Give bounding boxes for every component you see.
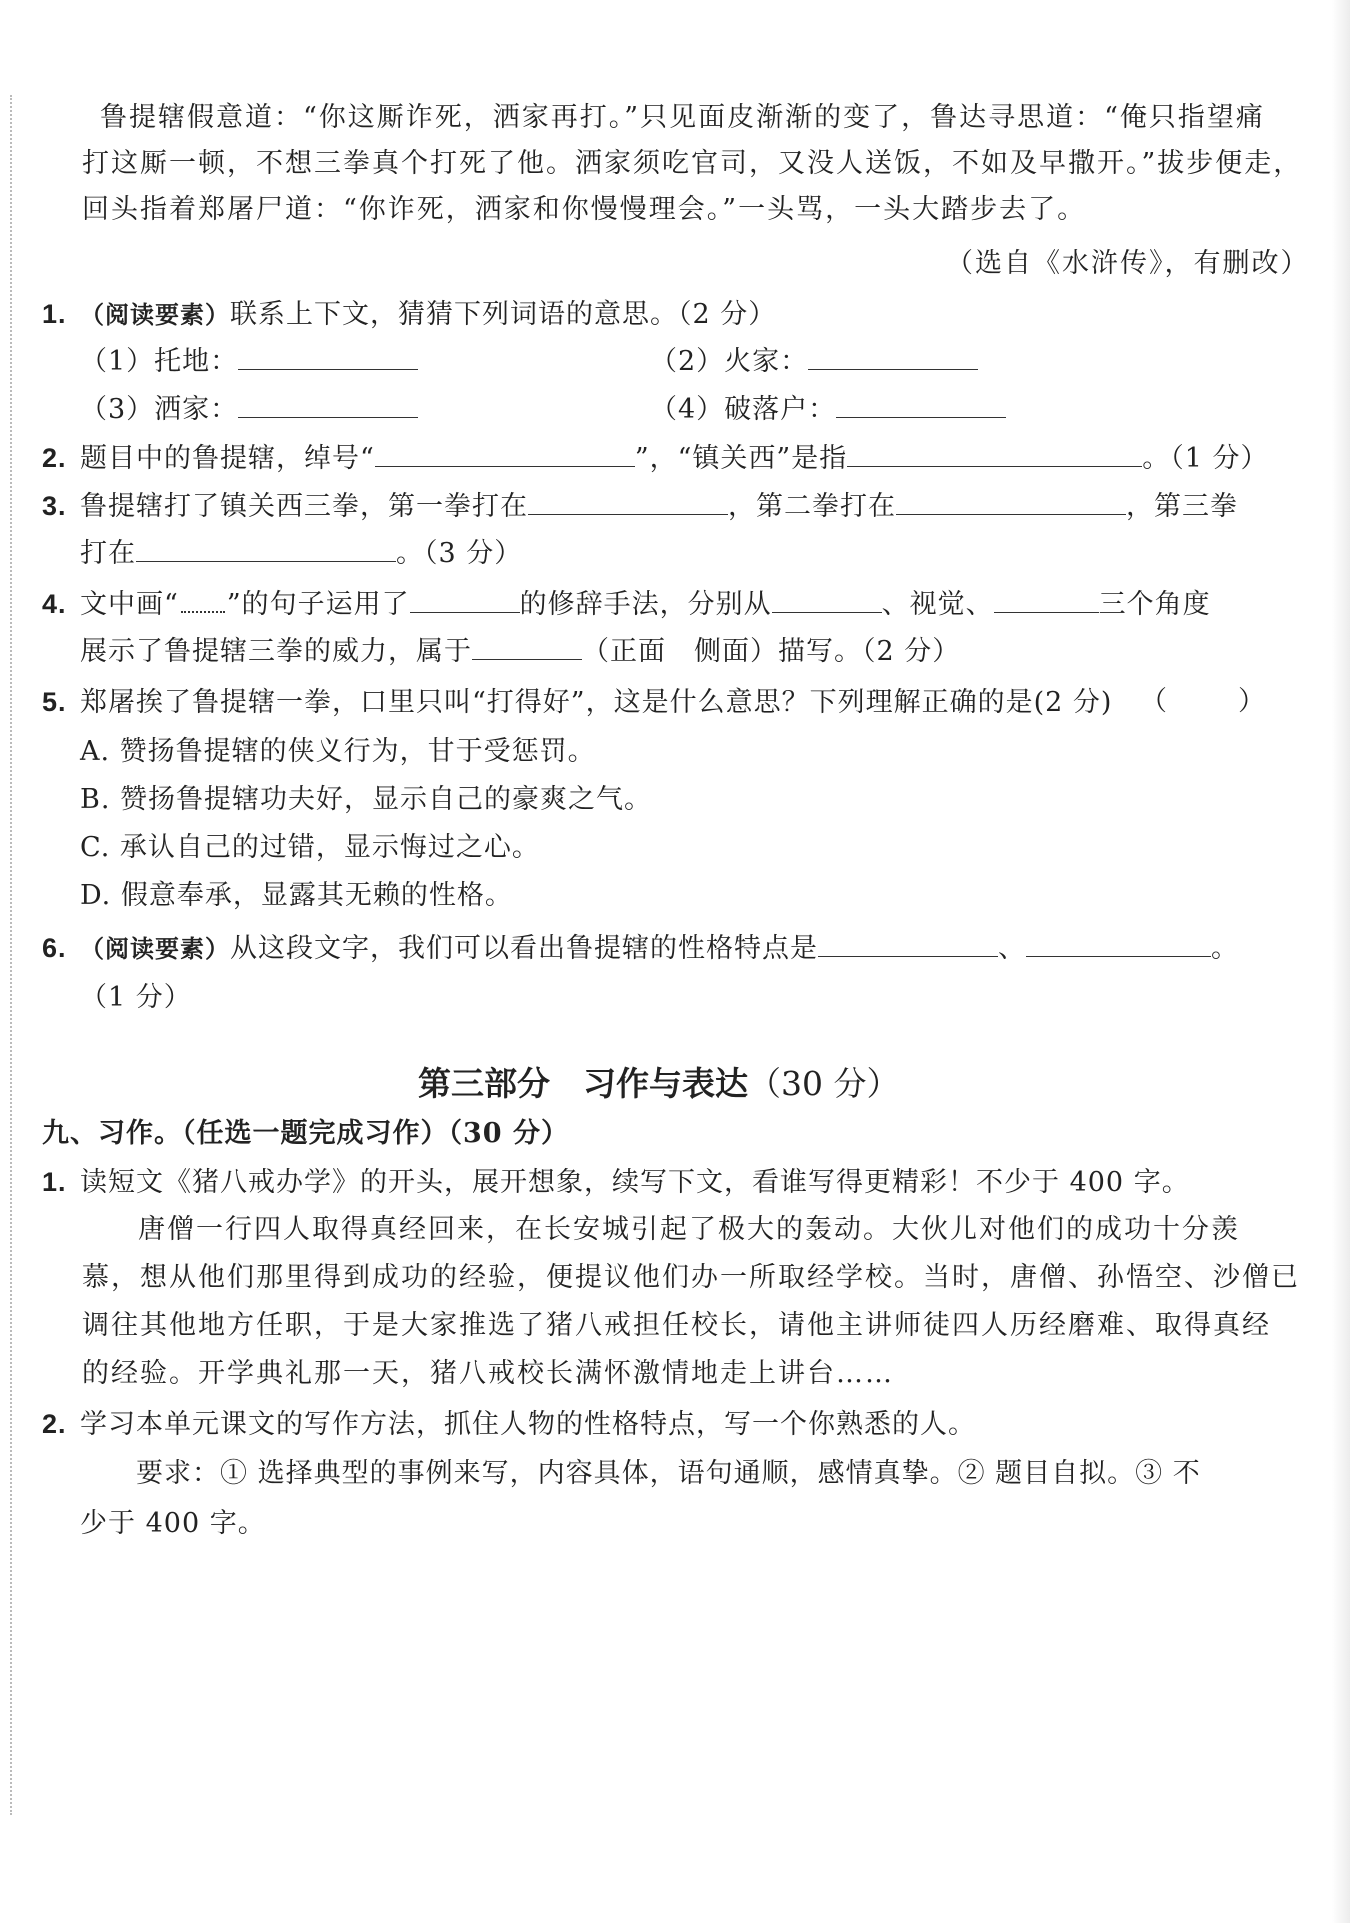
bracket-close: ） [1238,686,1266,717]
wavy-underline-mark [181,587,225,613]
binding-dotted-line [10,95,12,1815]
question-text: 。（3 分） [396,538,523,569]
bracket-open: （ [1140,686,1168,717]
answer-blank[interactable] [238,391,418,418]
question-text: ，第二拳打在 [728,491,896,522]
story-line-3: 调往其他地方任职，于是大家推选了猪八戒担任校长，请他主讲师徒四人历经磨难、取得真经 [82,1310,1271,1341]
question-tag: （阅读要素） [80,934,230,963]
requirements-line-1: 要求：① 选择典型的事例来写，内容具体，语句通顺，感情真挚。② 题目自拟。③ 不 [136,1458,1201,1489]
answer-blank[interactable] [136,535,396,562]
question-text: 学习本单元课文的写作方法，抓住人物的性格特点，写一个你熟悉的人。 [80,1409,976,1440]
question-text: 、视觉、 [881,589,994,620]
question-text: ”的句子运用了 [226,589,410,620]
requirements-line-2: 少于 400 字。 [80,1508,266,1539]
question-text: ”，“镇关西”是指 [634,443,848,474]
question-number: 2. [42,443,67,473]
q1-item-label: （4）破落户： [650,394,837,425]
answer-blank[interactable] [808,343,978,370]
question-3 [42,486,1238,527]
q1-item-label: （3）洒家： [80,394,239,425]
question-text: 。 [1211,933,1239,964]
answer-blank[interactable] [896,488,1126,515]
story-line-4: 的经验。开学典礼那一天，猪八戒校长满怀激情地走上讲台…… [82,1358,894,1389]
question-5 [42,682,1112,723]
question-number: 4. [42,589,67,619]
q5-option-a: A. 赞扬鲁提辖的侠义行为，甘于受惩罚。 [80,736,596,767]
question-tag: （阅读要素） [80,300,230,329]
question-text: 、 [998,933,1026,964]
question-6-score: （1 分） [80,982,192,1013]
section-heading: 九、习作。（任选一题完成习作）（30 分） [42,1118,569,1149]
q1-item-4 [650,390,1006,430]
question-text: 的修辞手法，分别从 [519,589,772,620]
page-edge-shadow [1332,0,1350,1923]
part-title-score: （30 分） [748,1064,900,1103]
answer-blank[interactable] [772,586,882,613]
question-1 [42,294,776,335]
answer-blank[interactable] [528,488,728,515]
part-3-title [418,1058,899,1105]
question-number: 6. [42,933,67,963]
question-number: 5. [42,687,67,717]
question-text: 联系上下文，猜猜下列词语的意思。（2 分） [230,299,777,330]
question-text: 。（1 分） [1142,443,1269,474]
answer-blank[interactable] [238,343,418,370]
q5-option-b: B. 赞扬鲁提辖功夫好，显示自己的豪爽之气。 [80,784,653,815]
story-line-1: 唐僧一行四人取得真经回来，在长安城引起了极大的轰动。大伙儿对他们的成功十分羡 [138,1214,1240,1245]
question-text: ，第三拳 [1126,491,1238,522]
q1-item-label: （1）托地： [80,346,239,377]
answer-blank[interactable] [818,930,998,957]
question-2 [42,438,1269,479]
question-text: 鲁提辖打了镇关西三拳，第一拳打在 [80,491,528,522]
passage-source: （选自《水浒传》，有删改） [946,248,1310,279]
q5-option-c: C. 承认自己的过错，显示悔过之心。 [80,832,540,863]
question-text: 题目中的鲁提辖，绰号“ [80,443,375,474]
answer-blank[interactable] [1026,930,1211,957]
answer-blank[interactable] [410,586,520,613]
question-text: 读短文《猪八戒办学》的开头，展开想象，续写下文，看谁写得更精彩！不少于 400 字。 [80,1167,1190,1198]
question-number: 1. [42,1167,67,1197]
question-number: 2. [42,1409,67,1439]
question-text: 三个角度 [1098,589,1211,620]
writing-prompt-1 [42,1162,1190,1203]
question-text: 展示了鲁提辖三拳的威力，属于 [80,636,472,667]
story-line-2: 慕，想从他们那里得到成功的经验，便提议他们办一所取经学校。当时，唐僧、孙悟空、沙僧已 [82,1262,1300,1293]
q1-item-3 [80,390,418,430]
passage-line-3: 回头指着郑屠尸道：“你诈死，洒家和你慢慢理会。”一头骂，一头大踏步去了。 [82,194,1087,225]
passage-line-1: 鲁提辖假意道：“你这厮诈死，洒家再打。”只见面皮渐渐的变了，鲁达寻思道：“俺只指望痛 [100,102,1265,133]
question-text: 从这段文字，我们可以看出鲁提辖的性格特点是 [230,933,818,964]
question-text: （正面 侧面）描写。（2 分） [582,636,961,667]
question-text: 打在 [80,538,136,569]
question-number: 1. [42,299,67,329]
part-title-text: 第三部分 习作与表达 [418,1064,748,1103]
writing-prompt-2 [42,1404,976,1445]
question-text: 郑屠挨了鲁提辖一拳，口里只叫“打得好”，这是什么意思？下列理解正确的是(2 分) [80,687,1113,718]
question-4-cont [80,632,960,672]
q1-item-label: （2）火家： [650,346,809,377]
q1-item-1 [80,342,418,382]
answer-blank[interactable] [375,440,635,467]
question-3-cont [80,534,522,574]
answer-bracket[interactable] [1140,682,1266,722]
answer-blank[interactable] [472,633,582,660]
passage-line-2: 打这厮一顿，不想三拳真个打死了他。洒家须吃官司，又没人送饭，不如及早撒开。”拔步便走， [82,148,1303,179]
question-number: 3. [42,491,67,521]
question-6 [42,928,1239,969]
q5-option-d: D. 假意奉承，显露其无赖的性格。 [80,880,513,911]
question-text: 文中画“ [80,589,179,620]
question-4 [42,584,1211,625]
answer-blank[interactable] [836,391,1006,418]
q1-item-2 [650,342,978,382]
answer-blank[interactable] [994,586,1099,613]
answer-blank[interactable] [847,440,1142,467]
